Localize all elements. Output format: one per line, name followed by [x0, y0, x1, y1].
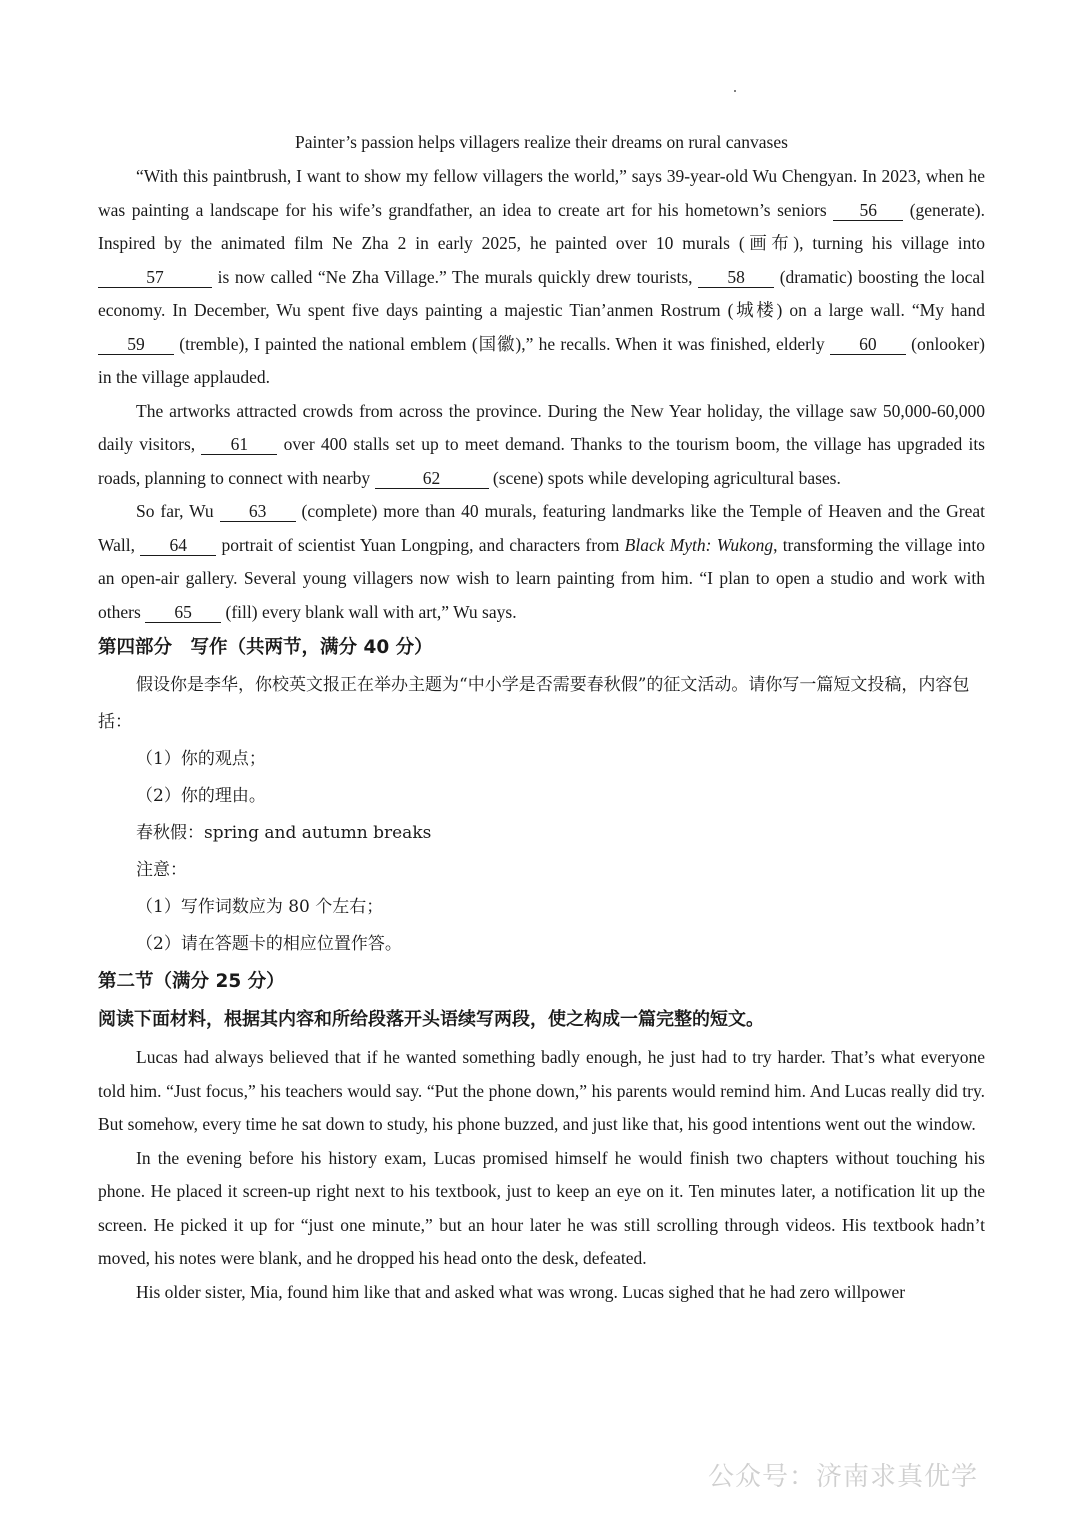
article-paragraph-2: The artworks attracted crowds from across the province. During the New Year holiday, the village saw 50,000-60,000 daily visitors, 61 over 400 stalls set up to meet demand. Thanks to the tourism boom, the village has upgraded its roads, planning to connect with nearby 62 (scene) spots while developing agricultural bases.	[98, 400, 985, 488]
note-label: 注意：	[136, 860, 187, 880]
blank-63[interactable]: 63	[220, 501, 296, 522]
note-item-1: （1）写作词数应为 80 个左右；	[136, 897, 384, 917]
blank-58[interactable]: 58	[698, 267, 774, 288]
blank-59[interactable]: 59	[98, 334, 174, 355]
blank-64[interactable]: 64	[140, 535, 216, 556]
article-title: Painter’s passion helps villagers realize their dreams on rural canvases	[295, 132, 788, 152]
story-paragraph-3: His older sister, Mia, found him like that and asked what was wrong. Lucas sighed that he had zero willpower	[136, 1281, 906, 1302]
story-paragraph-1: Lucas had always believed that if he wanted something badly enough, he just had to try harder. That’s what everyone told him. “Just focus,” his teachers would say. “Put the phone down,” his parents would remind him. And Lucas really did try. But somehow, every time he sat down to study, his phone buzzed, and just like that, his good intentions went out the window.	[98, 1047, 985, 1134]
blank-61[interactable]: 61	[201, 434, 277, 455]
blank-62[interactable]: 62	[375, 468, 489, 489]
section2-heading: 第二节（满分 25 分）	[98, 971, 285, 992]
blank-65[interactable]: 65	[145, 602, 221, 623]
blank-57[interactable]: 57	[98, 267, 212, 288]
note-item-2: （2）请在答题卡的相应位置作答。	[136, 934, 402, 954]
scan-speck	[734, 90, 736, 92]
gloss: 春秋假：spring and autumn breaks	[136, 823, 432, 843]
exam-page	[98, 128, 985, 1309]
blank-60[interactable]: 60	[830, 334, 906, 355]
prompt-item-1: （1）你的观点；	[136, 749, 266, 769]
article-paragraph-3: So far, Wu 63 (complete) more than 40 murals, featuring landmarks like the Temple of Heaven and the Great Wall, 64 portrait of scientist Yuan Longping, and characters from Black Myth: Wukong, transforming the village into an open-air gallery. Several young villagers now wish to learn painting from him. “I plan to open a studio and work with others 65 (fill) every blank wall with art,” Wu says.	[98, 501, 985, 622]
writing-prompt: 假设你是李华，你校英文报正在举办主题为“中小学是否需要春秋假”的征文活动。请你写一篇短文投稿，内容包括：	[98, 675, 970, 732]
part4-heading: 第四部分 写作（共两节，满分 40 分）	[98, 637, 433, 658]
section2-instruction: 阅读下面材料，根据其内容和所给段落开头语续写两段，使之构成一篇完整的短文。	[98, 1009, 764, 1030]
story-paragraph-2: In the evening before his history exam, Lucas promised himself he would finish two chapters without touching his phone. He placed it screen-up right next to his textbook, just to keep an eye on it. Ten minutes later, a notification lit up the screen. He picked it up for “just one minute,” but an hour later he was still scrolling through videos. His textbook hadn’t moved, his notes were blank, and he dropped his head onto the desk, defeated.	[98, 1147, 985, 1268]
blank-56[interactable]: 56	[833, 200, 903, 221]
prompt-item-2: （2）你的理由。	[136, 786, 266, 806]
article-paragraph-1: “With this paintbrush, I want to show my fellow villagers the world,” says 39-year-old Wu Chengyan. In 2023, when he was painting a landscape for his wife’s grandfather, an idea to create art for his hometown’s seniors 56 (generate). Inspired by the animated film Ne Zha 2 in early 2025, he painted over 10 murals (画布), turning his village into 57 is now called “Ne Zha Village.” The murals quickly drew tourists, 58 (dramatic) boosting the local economy. In December, Wu spent five days painting a majestic Tian’anmen Rostrum (城楼) on a large wall. “My hand 59 (tremble), I painted the national emblem (国徽),” he recalls. When it was finished, elderly 60 (onlooker) in the village applauded.	[98, 166, 986, 387]
watermark: 公众号：济南求真优学	[708, 1462, 979, 1492]
